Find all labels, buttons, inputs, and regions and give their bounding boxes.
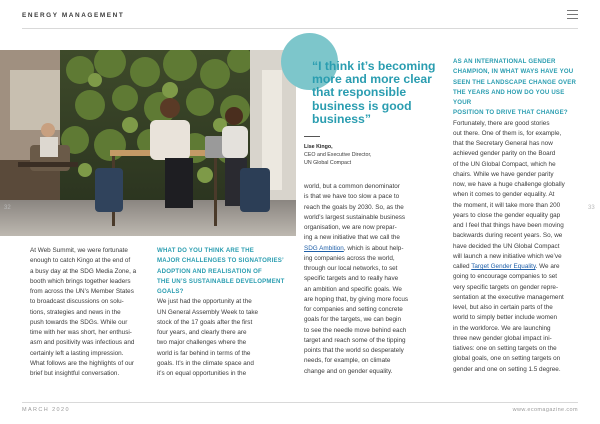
footer-website: www.ecomagazine.com xyxy=(512,407,578,413)
question-heading-2 xyxy=(453,57,579,119)
heading-line: MAJOR CHALLENGES TO SIGNATORIES’ xyxy=(157,257,284,265)
body-text-line: specific targets and to really have xyxy=(304,275,399,283)
sdg-ambition-link[interactable]: SDG Ambition xyxy=(304,244,344,252)
body-text-line: ing a new initiative that we call the xyxy=(304,234,400,242)
footer-rule xyxy=(22,402,578,403)
body-text-line: world is far behind in terms of the xyxy=(157,349,251,357)
body-text-line: time with her was short, her enthusi- xyxy=(30,329,132,336)
body-text-line: will launch a new initiative which we’ve xyxy=(453,252,562,260)
header-rule xyxy=(22,28,578,29)
column-d xyxy=(453,57,579,375)
body-text-line: ing companies across the world, xyxy=(304,254,395,262)
body-text-line: What follows are the highlights of our xyxy=(30,359,135,367)
body-text-line: a busy day at the SDG Media Zone, a xyxy=(30,267,137,275)
heading-line: THE YEARS AND HOW DO YOU USE YOUR xyxy=(453,88,565,106)
body-text-line: is that we have too slow a pace to xyxy=(304,193,400,201)
header-title: ENERGY MANAGEMENT xyxy=(22,12,125,19)
body-text-line: brief but insightful conversation. xyxy=(30,370,120,377)
quote-attribution xyxy=(304,143,371,167)
body-text-line: reach the goals by 2030. So, as the xyxy=(304,203,404,211)
heading-line: SEEN THE LANDSCAPE CHANGE OVER xyxy=(453,78,577,86)
body-text-line: enough to catch Kingo at the end of xyxy=(30,257,131,265)
heading-line: WHAT DO YOU THINK ARE THE xyxy=(157,247,254,254)
body-text-line: achieved gender parity on the Board xyxy=(453,150,556,158)
article-photo xyxy=(0,50,296,236)
body-text-line: from across the UN’s Member States xyxy=(30,288,134,295)
body-text-line: to broadcast discussions on solu- xyxy=(30,298,124,306)
body-text-line: out there. One of them is, for example, xyxy=(453,129,562,137)
attribution-role: CEO and Executive Director, xyxy=(304,152,372,158)
body-text-line: level, but also in certain parts of the xyxy=(453,304,553,311)
body-text-line: goals. It’s in the climate space and xyxy=(157,359,254,367)
body-text-line: the moment, it will take more than 200 xyxy=(453,201,561,209)
body-text-line: gender and one on setting 1.5 degree. xyxy=(453,365,561,373)
body-text-line: have decided the UN Global Compact xyxy=(453,242,560,250)
body-text-line: two major challenges where the xyxy=(157,339,247,347)
body-text-line: years to close the gender equality gap xyxy=(453,211,561,219)
body-text-line: four years, and clearly there are xyxy=(157,329,247,336)
body-text-line: stock of the 17 goals after the first xyxy=(157,318,253,326)
heading-line: CHAMPION, IN WHAT WAYS HAVE YOU xyxy=(453,68,574,76)
body-text-line: world, but a common denominator xyxy=(304,183,400,190)
body-text-line: UN General Assembly Week to take xyxy=(157,308,259,316)
body-text-line: organisation, we are now prepar- xyxy=(304,224,397,231)
heading-line: THE UN’S SUSTAINABLE DEVELOPMENT xyxy=(157,277,285,285)
attribution-rule xyxy=(304,136,320,137)
body-text-line: when it comes to gender equality. At xyxy=(453,191,555,199)
heading-line: POSITION TO DRIVE THAT CHANGE? xyxy=(453,109,568,117)
target-gender-equality-link[interactable]: Target Gender Equality xyxy=(471,263,536,270)
body-text-line: At Web Summit, we were fortunate xyxy=(30,247,128,254)
body-text-line: tiatives: one on setting targets on the xyxy=(453,345,557,352)
body-text-line: booth which brings together leaders xyxy=(30,277,131,285)
body-text-line: change and on gender equality. xyxy=(304,367,393,375)
body-text-line: target and reach some of the tipping xyxy=(304,336,406,344)
body-text-line: certainly left a lasting impression. xyxy=(30,349,124,357)
attribution-name: Lise Kingo, xyxy=(304,144,333,150)
heading-line: ADOPTION AND REALISATION OF xyxy=(157,267,262,275)
target-gender-equality-line: called Target Gender Equality. We are xyxy=(453,263,560,270)
body-text-line: an ambition and specific goals. We xyxy=(304,285,402,293)
heading-line: AS AN INTERNATIONAL GENDER xyxy=(453,58,556,65)
body-text-line: world’s largest sustainable business xyxy=(304,213,406,221)
attribution-org: UN Global Compact xyxy=(304,160,352,166)
body-text-line: and I feel that things have been moving xyxy=(453,222,564,229)
body-text-line: asm and positivity was infectious and xyxy=(30,339,135,347)
body-text-line: needs, for example, on climate xyxy=(304,357,391,365)
body-text-line: now, we have a huge challenge globally xyxy=(453,181,565,188)
heading-line: GOALS? xyxy=(157,288,184,295)
menu-icon[interactable] xyxy=(567,10,578,19)
body-text-line: to see the needle move behind each xyxy=(304,326,407,334)
body-text-line: goals for the targets, we can begin xyxy=(304,316,401,324)
question-heading-1 xyxy=(157,246,285,297)
body-text-line: backwards during recent years. So, we xyxy=(453,232,563,240)
sdg-ambition-line: SDG Ambition, which is about help- xyxy=(304,244,404,252)
body-text-line: points that the world so desperately xyxy=(304,347,404,354)
body-text-line: We just had the opportunity at the xyxy=(157,298,252,306)
body-text-line: it’s on equal opportunities in the xyxy=(157,370,247,377)
pull-quote: “I think it’s becoming more and more clear that responsible business is good business” xyxy=(312,59,436,126)
body-text-line: three new gender global impact ini- xyxy=(453,334,552,342)
body-text-line: are hoping that, by giving more focus xyxy=(304,295,409,303)
body-text-line: in the workforce. We are launching xyxy=(453,324,551,332)
body-text-line: going to encourage companies to set xyxy=(453,273,558,281)
column-a xyxy=(22,246,147,379)
body-text-line: world to simply better include women xyxy=(453,314,558,322)
column-b xyxy=(157,246,285,379)
column-c xyxy=(304,182,440,377)
page-number-right: 33 xyxy=(588,205,595,211)
footer-issue-date: MARCH 2020 xyxy=(22,407,70,413)
body-text-line: that the Secretary General has now xyxy=(453,140,553,147)
body-text-line: push towards the SDGs. While our xyxy=(30,318,128,326)
body-text-line: for companies and setting concrete xyxy=(304,306,403,313)
body-text-line: through our local networks, to set xyxy=(304,265,398,272)
body-text-line: global goals, one on setting targets on xyxy=(453,355,561,363)
body-text-line: Fortunately, there are good stories xyxy=(453,119,550,127)
body-text-line: of the UN Global Compact, which he xyxy=(453,160,556,168)
body-text-line: tions, strategies and news in the xyxy=(30,308,121,316)
body-text-line: chairs. While we have gender parity xyxy=(453,170,554,178)
body-text-line: very specific targets on gender repre- xyxy=(453,283,559,291)
page-number-left: 32 xyxy=(4,205,11,211)
answer-text-1 xyxy=(157,297,285,379)
body-text-line: sentation at the executive management xyxy=(453,293,564,301)
